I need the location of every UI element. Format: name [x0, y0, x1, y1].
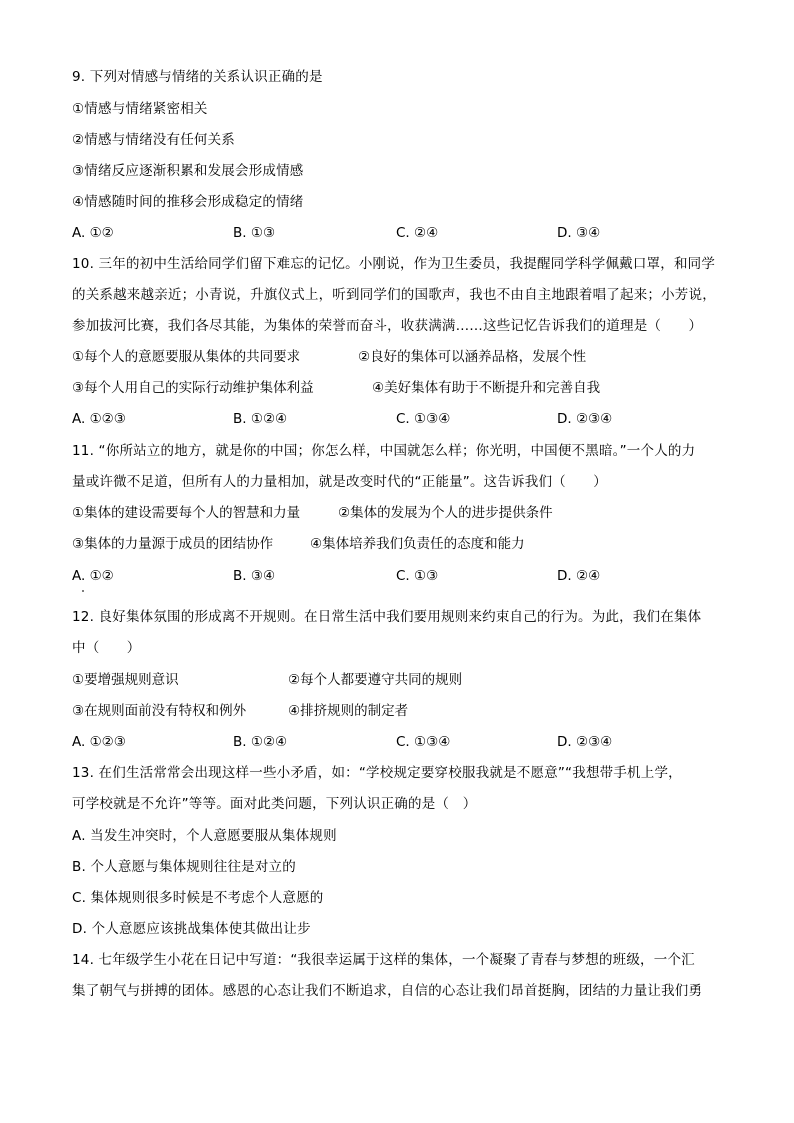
- question-11-statement-3: ③集体的力量源于成员的团结协作: [72, 536, 274, 552]
- question-12-option-b: B. ①②④: [233, 734, 288, 750]
- question-9-statement-1: ①情感与情绪紧密相关: [72, 101, 208, 117]
- question-10-statement-4: ④美好集体有助于不断提升和完善自我: [372, 380, 601, 396]
- stray-dot-mark: [82, 590, 84, 592]
- question-10-option-b: B. ①②④: [233, 411, 288, 427]
- question-12-option-c: C. ①③④: [396, 734, 451, 750]
- question-9-stem: 9. 下列对情感与情绪的关系认识正确的是: [72, 69, 323, 85]
- question-11-stem-line-2: 量或许微不足道，但所有人的力量相加，就是改变时代的“正能量”。这告诉我们（ ）: [72, 474, 607, 490]
- question-11-option-c: C. ①③: [396, 568, 439, 584]
- question-10-option-c: C. ①③④: [396, 411, 451, 427]
- question-9-option-a: A. ①②: [72, 225, 114, 241]
- question-13-stem-line-1: 13. 在们生活常常会出现这样一些小矛盾，如：“学校规定要穿校服我就是不愿意”“我想带手机上学，: [72, 765, 682, 781]
- question-12-stem-line-2: 中（ ）: [72, 640, 141, 656]
- question-12-statement-2: ②每个人都要遵守共同的规则: [288, 672, 463, 688]
- question-12-statement-1: ①要增强规则意识: [72, 672, 179, 688]
- question-14-stem-line-1: 14. 七年级学生小花在日记中写道：“我很幸运属于这样的集体，一个凝聚了青春与梦想的班级，一个汇: [72, 952, 695, 968]
- question-13-option-a: A. 当发生冲突时，个人意愿要服从集体规则: [72, 828, 337, 844]
- question-13-option-b: B. 个人意愿与集体规则往往是对立的: [72, 859, 296, 875]
- question-9-option-d: D. ③④: [557, 225, 601, 241]
- question-11-option-d: D. ②④: [557, 568, 601, 584]
- question-11-option-b: B. ③④: [233, 568, 276, 584]
- question-9-statement-3: ③情绪反应逐渐积累和发展会形成情感: [72, 163, 304, 179]
- question-12-statement-3: ③在规则面前没有特权和例外: [72, 703, 247, 719]
- question-10-stem-line-3: 参加拔河比赛，我们各尽其能，为集体的荣誉而奋斗，收获满满……这些记忆告诉我们的道理是（ ）: [72, 318, 703, 334]
- question-9-statement-2: ②情感与情绪没有任何关系: [72, 132, 236, 148]
- question-10-stem-line-2: 的关系越来越亲近；小青说，升旗仪式上，听到同学们的国歌声，我也不由自主地跟着唱了起来；小芳说，: [72, 287, 716, 303]
- question-13-option-d: D. 个人意愿应该挑战集体使其做出让步: [72, 921, 311, 937]
- question-11-stem-line-1: 11. “你所站立的地方，就是你的中国；你怎么样，中国就怎么样；你光明，中国便不黑暗。”一个人的力: [72, 443, 696, 459]
- question-10-option-d: D. ②③④: [557, 411, 613, 427]
- question-13-option-c: C. 集体规则很多时候是不考虑个人意愿的: [72, 890, 324, 906]
- question-11-statement-4: ④集体培养我们负责任的态度和能力: [310, 536, 525, 552]
- question-10-statement-1: ①每个人的意愿要服从集体的共同要求: [72, 349, 301, 365]
- question-9-option-b: B. ①③: [233, 225, 276, 241]
- question-10-option-a: A. ①②③: [72, 411, 126, 427]
- question-9-statement-4: ④情感随时间的推移会形成稳定的情绪: [72, 194, 304, 210]
- question-10-stem-line-1: 10. 三年的初中生活给同学们留下难忘的记忆。小刚说，作为卫生委员，我提醒同学科学佩戴口罩，和同学: [72, 256, 716, 272]
- question-12-statement-4: ④排挤规则的制定者: [288, 703, 409, 719]
- question-10-statement-3: ③每个人用自己的实际行动维护集体利益: [72, 380, 314, 396]
- question-9-option-c: C. ②④: [396, 225, 439, 241]
- question-11-statement-1: ①集体的建设需要每个人的智慧和力量: [72, 505, 301, 521]
- question-14-stem-line-2: 集了朝气与拼搏的团体。感恩的心态让我们不断追求，自信的心态让我们昂首挺胸，团结的力量让我们勇: [72, 983, 703, 999]
- question-10-statement-2: ②良好的集体可以涵养品格，发展个性: [358, 349, 587, 365]
- question-12-stem-line-1: 12. 良好集体氛围的形成离不开规则。在日常生活中我们要用规则来约束自己的行为。为此，我们在集体: [72, 609, 702, 625]
- question-12-option-d: D. ②③④: [557, 734, 613, 750]
- question-12-option-a: A. ①②③: [72, 734, 126, 750]
- question-11-statement-2: ②集体的发展为个人的进步提供条件: [338, 505, 553, 521]
- question-13-stem-line-2: 可学校就是不允许”等等。面对此类问题，下列认识正确的是（ ）: [72, 796, 477, 812]
- question-11-option-a: A. ①②: [72, 568, 114, 584]
